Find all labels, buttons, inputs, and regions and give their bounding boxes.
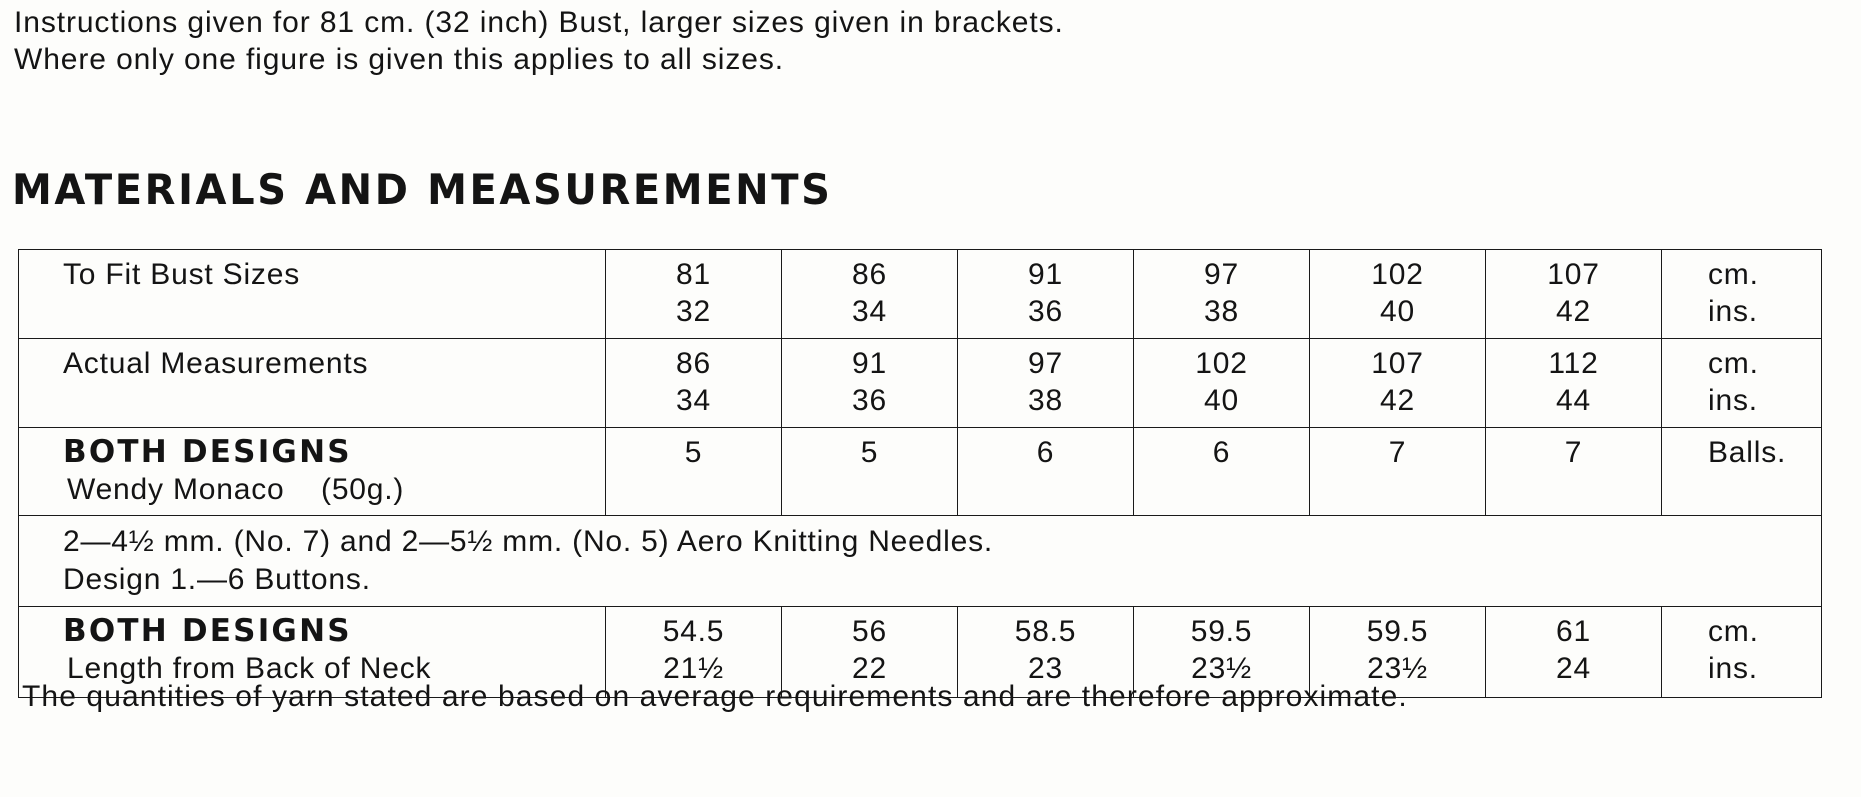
- row-needles: [19, 516, 1822, 607]
- actual-cm-4: 102: [1195, 347, 1248, 380]
- length-ins-4: 23½: [1191, 652, 1252, 685]
- length-cm-6: 61: [1556, 615, 1591, 648]
- bust-cm-2: 86: [852, 258, 887, 291]
- bust-size-6: [1486, 250, 1662, 339]
- unit-ins: ins.: [1708, 295, 1758, 328]
- buttons-line: Design 1.—6 Buttons.: [63, 563, 371, 596]
- yarn-label: Wendy Monaco (50g.): [67, 473, 405, 506]
- length-ins-5: 23½: [1367, 652, 1428, 685]
- needles-line: 2—4½ mm. (No. 7) and 2—5½ mm. (No. 5) Aero Knitting Needles.: [63, 525, 994, 558]
- yarn-balls-2: 5: [782, 428, 958, 516]
- actual-size-3: [958, 339, 1134, 428]
- length-cm-1: 54.5: [662, 615, 725, 648]
- intro-text: [14, 4, 1064, 78]
- actual-ins-2: 36: [852, 384, 887, 417]
- actual-cm-2: 91: [852, 347, 887, 380]
- bust-ins-3: 36: [1028, 295, 1063, 328]
- yarn-balls-1: 5: [606, 428, 782, 516]
- length-cm-3: 58.5: [1014, 615, 1077, 648]
- unit-cm: cm.: [1708, 347, 1759, 380]
- yarn-balls-5: 7: [1310, 428, 1486, 516]
- actual-cm-6: 112: [1548, 347, 1599, 380]
- bust-size-5: [1310, 250, 1486, 339]
- length-heading: BOTH DESIGNS: [63, 613, 352, 649]
- yarn-balls-3: 6: [958, 428, 1134, 516]
- actual-size-4: [1134, 339, 1310, 428]
- actual-cm-5: 107: [1371, 347, 1424, 380]
- yarn-label-cell: [19, 428, 606, 516]
- unit-ins: ins.: [1708, 652, 1758, 685]
- bust-cm-4: 97: [1204, 258, 1239, 291]
- needles-cell: [19, 516, 1822, 607]
- length-size-6: [1486, 607, 1662, 698]
- length-cm-5: 59.5: [1366, 615, 1429, 648]
- actual-ins-1: 34: [676, 384, 711, 417]
- bust-cm-6: 107: [1547, 258, 1600, 291]
- bust-ins-6: 42: [1556, 295, 1591, 328]
- bust-size-4: [1134, 250, 1310, 339]
- actual-size-1: [606, 339, 782, 428]
- length-cm-2: 56: [852, 615, 887, 648]
- yarn-balls-6: 7: [1486, 428, 1662, 516]
- bust-ins-4: 38: [1204, 295, 1239, 328]
- row-bust-sizes: [19, 250, 1822, 339]
- bust-size-2: [782, 250, 958, 339]
- length-ins-2: 22: [852, 652, 887, 685]
- actual-size-5: [1310, 339, 1486, 428]
- bust-ins-1: 32: [676, 295, 711, 328]
- unit-cm: cm.: [1708, 258, 1759, 291]
- actual-ins-5: 42: [1380, 384, 1415, 417]
- length-label: Length from Back of Neck: [67, 652, 432, 685]
- bust-ins-5: 40: [1380, 295, 1415, 328]
- actual-ins-4: 40: [1204, 384, 1239, 417]
- length-cm-4: 59.5: [1190, 615, 1253, 648]
- yarn-unit: Balls.: [1662, 428, 1822, 516]
- footnote: The quantities of yarn stated are based on average requirements and are therefore approximate.: [22, 680, 1408, 713]
- length-units: [1662, 607, 1822, 698]
- page-title: MATERIALS AND MEASUREMENTS: [12, 166, 833, 215]
- bust-size-3: [958, 250, 1134, 339]
- length-ins-1: 21½: [663, 652, 724, 685]
- bust-cm-5: 102: [1371, 258, 1424, 291]
- bust-cm-1: 81: [676, 258, 711, 291]
- actual-ins-6: 44: [1556, 384, 1591, 417]
- yarn-heading: BOTH DESIGNS: [63, 434, 352, 470]
- bust-ins-2: 34: [852, 295, 887, 328]
- actual-cm-1: 86: [676, 347, 711, 380]
- row-actual-measurements: [19, 339, 1822, 428]
- bust-units: [1662, 250, 1822, 339]
- intro-line-2: Where only one figure is given this applies to all sizes.: [14, 43, 784, 76]
- bust-cm-3: 91: [1028, 258, 1063, 291]
- bust-label: To Fit Bust Sizes: [19, 250, 606, 339]
- actual-ins-3: 38: [1028, 384, 1063, 417]
- actual-size-2: [782, 339, 958, 428]
- actual-label: Actual Measurements: [19, 339, 606, 428]
- unit-cm: cm.: [1708, 615, 1759, 648]
- actual-size-6: [1486, 339, 1662, 428]
- unit-ins: ins.: [1708, 384, 1758, 417]
- intro-line-1: Instructions given for 81 cm. (32 inch) Bust, larger sizes given in brackets.: [14, 6, 1064, 39]
- length-ins-3: 23: [1028, 652, 1063, 685]
- length-ins-6: 24: [1556, 652, 1591, 685]
- yarn-balls-4: 6: [1134, 428, 1310, 516]
- row-yarn: [19, 428, 1822, 516]
- materials-table: [18, 249, 1822, 698]
- bust-size-1: [606, 250, 782, 339]
- actual-units: [1662, 339, 1822, 428]
- actual-cm-3: 97: [1028, 347, 1063, 380]
